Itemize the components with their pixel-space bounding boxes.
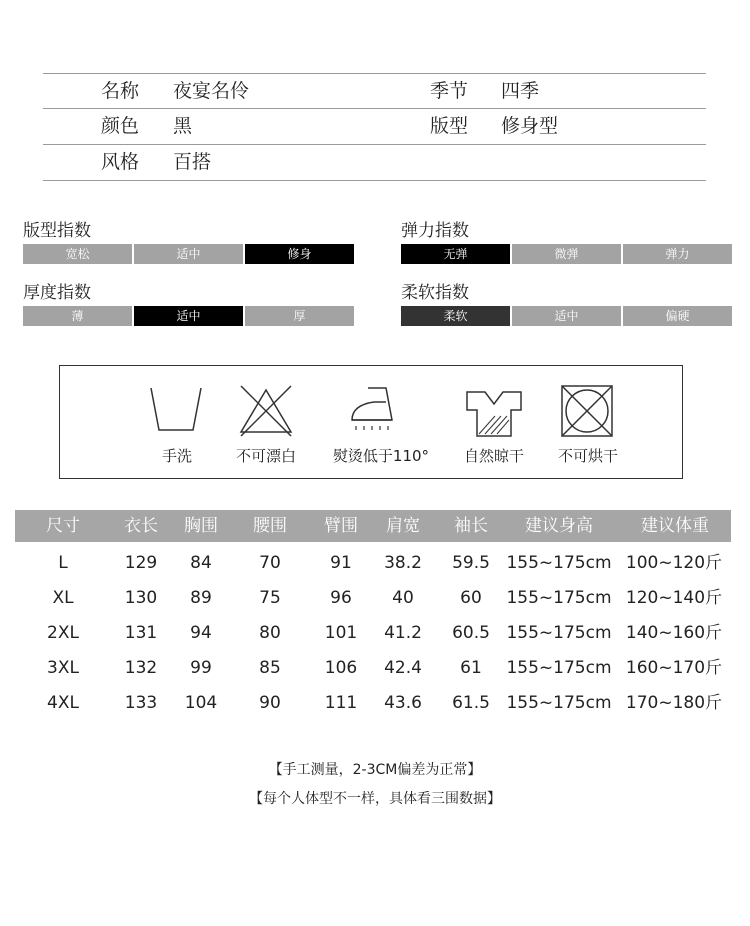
table-cell: 170~180斤 <box>625 693 723 713</box>
table-cell: 40 <box>392 588 414 608</box>
index-segment: 弹力 <box>623 244 732 264</box>
table-header-cell: 腰围 <box>253 516 287 536</box>
index-segment: 薄 <box>23 306 132 326</box>
table-header-cell: 衣长 <box>124 516 158 536</box>
table-header-cell: 建议身高 <box>525 516 593 536</box>
table-cell: 132 <box>124 658 158 678</box>
table-cell: 140~160斤 <box>625 623 723 643</box>
table-cell: 85 <box>259 658 281 678</box>
divider <box>43 180 706 181</box>
table-cell: 94 <box>190 623 212 643</box>
table-cell: 120~140斤 <box>625 588 723 608</box>
table-cell: 155~175cm <box>506 553 612 573</box>
info-key-season: 季节 <box>430 80 469 102</box>
table-header-cell: 建议体重 <box>641 516 709 536</box>
table-cell: 41.2 <box>384 623 422 643</box>
table-cell: 111 <box>324 693 358 713</box>
table-cell: 84 <box>190 553 212 573</box>
divider <box>43 144 706 145</box>
table-cell: 131 <box>124 623 158 643</box>
table-cell: 42.4 <box>384 658 422 678</box>
info-value-season: 四季 <box>501 80 540 102</box>
index-title: 柔软指数 <box>401 283 469 303</box>
table-cell: 133 <box>124 693 158 713</box>
table-cell: 96 <box>330 588 352 608</box>
hand-wash-icon <box>147 384 207 436</box>
table-header-cell: 肩宽 <box>386 516 420 536</box>
table-cell: 160~170斤 <box>625 658 723 678</box>
table-cell: L <box>58 553 68 573</box>
info-value-color: 黑 <box>173 115 193 137</box>
table-cell: 155~175cm <box>506 623 612 643</box>
info-value-name: 夜宴名伶 <box>173 80 250 102</box>
care-label: 熨烫低于110° <box>332 447 430 465</box>
care-label: 手洗 <box>161 447 192 465</box>
index-title: 版型指数 <box>23 221 91 241</box>
info-key-color: 颜色 <box>101 115 140 137</box>
table-cell: 80 <box>259 623 281 643</box>
table-cell: XL <box>52 588 74 608</box>
table-header-cell: 尺寸 <box>46 516 80 536</box>
info-key-style: 风格 <box>101 151 140 173</box>
table-cell: 60.5 <box>452 623 490 643</box>
index-segment: 微弹 <box>512 244 621 264</box>
table-cell: 61 <box>460 658 482 678</box>
table-cell: 100~120斤 <box>625 553 723 573</box>
index-segment-selected: 修身 <box>245 244 354 264</box>
table-header-cell: 臂围 <box>324 516 358 536</box>
table-cell: 38.2 <box>384 553 422 573</box>
table-cell: 70 <box>259 553 281 573</box>
table-cell: 43.6 <box>384 693 422 713</box>
no-bleach-icon <box>237 384 295 438</box>
no-tumble-dry-icon <box>560 384 614 438</box>
table-cell: 155~175cm <box>506 588 612 608</box>
index-segment-selected: 无弹 <box>401 244 510 264</box>
info-value-style: 百搭 <box>173 151 212 173</box>
care-label: 不可烘干 <box>557 447 618 465</box>
table-cell: 75 <box>259 588 281 608</box>
info-key-name: 名称 <box>101 80 140 102</box>
index-segment: 适中 <box>134 244 243 264</box>
table-cell: 91 <box>330 553 352 573</box>
table-cell: 101 <box>324 623 358 643</box>
table-header-cell: 胸围 <box>184 516 218 536</box>
index-segment: 厚 <box>245 306 354 326</box>
table-cell: 106 <box>324 658 358 678</box>
iron-icon <box>348 384 404 436</box>
table-cell: 90 <box>259 693 281 713</box>
index-title: 弹力指数 <box>401 221 469 241</box>
index-segment-selected: 适中 <box>134 306 243 326</box>
table-cell: 4XL <box>47 693 79 713</box>
table-cell: 61.5 <box>452 693 490 713</box>
index-segment: 宽松 <box>23 244 132 264</box>
table-cell: 99 <box>190 658 212 678</box>
index-segment-selected: 柔软 <box>401 306 510 326</box>
divider <box>43 108 706 109</box>
table-cell: 155~175cm <box>506 693 612 713</box>
info-value-fit: 修身型 <box>501 115 559 137</box>
care-label: 自然晾干 <box>463 447 524 465</box>
table-cell: 130 <box>124 588 158 608</box>
index-title: 厚度指数 <box>23 283 91 303</box>
table-cell: 60 <box>460 588 482 608</box>
table-cell: 3XL <box>47 658 79 678</box>
dry-flat-icon <box>465 390 523 438</box>
index-segment: 适中 <box>512 306 621 326</box>
table-cell: 59.5 <box>452 553 490 573</box>
measurement-note: 【手工测量，2-3CM偏差为正常】 <box>268 762 482 778</box>
table-cell: 129 <box>124 553 158 573</box>
table-cell: 104 <box>184 693 218 713</box>
divider <box>43 73 706 74</box>
care-label: 不可漂白 <box>235 447 296 465</box>
body-shape-note: 【每个人体型不一样，具体看三围数据】 <box>249 791 501 807</box>
info-key-fit: 版型 <box>430 115 469 137</box>
table-cell: 2XL <box>47 623 79 643</box>
table-cell: 89 <box>190 588 212 608</box>
table-cell: 155~175cm <box>506 658 612 678</box>
index-segment: 偏硬 <box>623 306 732 326</box>
table-header-cell: 袖长 <box>454 516 488 536</box>
